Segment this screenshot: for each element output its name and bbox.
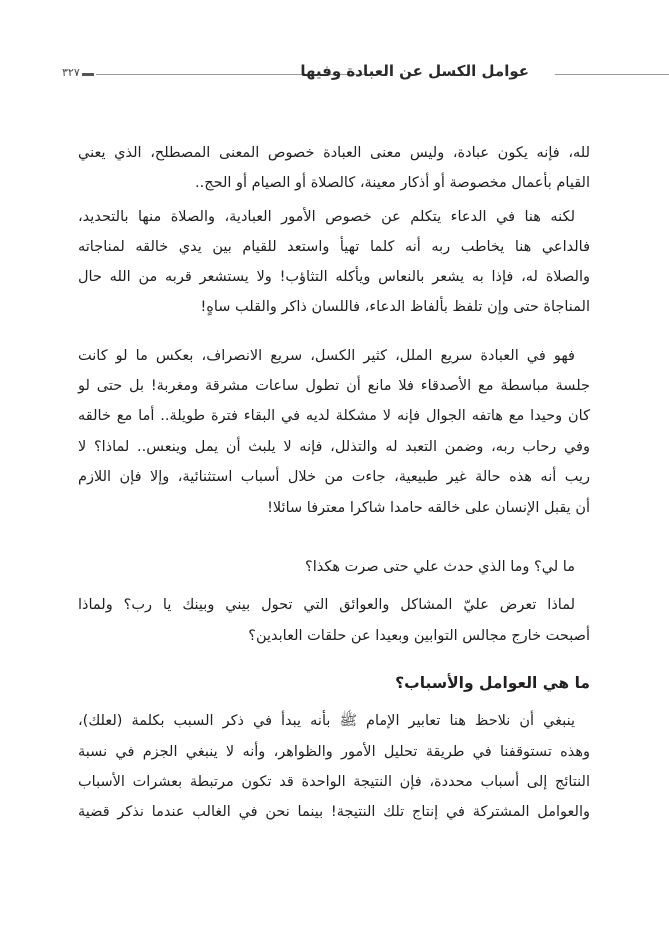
text-line: فالداعي هنا يخاطب ربه أنه كلما تهيأ واستعد للقيام بين يدي خالقه لمناجاته — [78, 239, 590, 255]
text-line: لماذا تعرض عليّ المشاكل والعوائق التي تحول بيني وبينك يا رب؟ ولماذا — [78, 597, 575, 613]
text-line: أن يقبل الإنسان على خالقه حامدا شاكرا معترفا سائلا! — [267, 500, 590, 516]
page-number-dash — [82, 73, 94, 76]
text-line: القيام بأعمال مخصوصة أو أذكار معينة، كالصلاة أو الصيام أو الحج.. — [195, 175, 590, 191]
text-line: فهو في العبادة سريع الملل، كثير الكسل، سريع الانصراف، بعكس ما لو كانت — [78, 348, 575, 364]
text-line: وهذه تستوقفنا في طريقة تحليل الأمور والظواهر، وأنه لا ينبغي الجزم في نسبة — [78, 744, 590, 760]
text-line: ينبغي أن نلاحظ هنا تعابير الإمام ﷺ بأنه يبدأ في ذكر السبب بكلمة (لعلك)، — [78, 713, 575, 729]
text-line: لله، فإنه يكون عبادة، وليس معنى العبادة خصوص المعنى المصطلح، الذي يعني — [78, 145, 590, 161]
running-header-title: عوامل الكسل عن العبادة وفيها — [300, 62, 529, 80]
section-heading: ما هي العوامل والأسباب؟ — [395, 674, 590, 692]
text-line: المناجاة حتى وإن تلفظ بألفاظ الدعاء، فاللسان ذاكر والقلب ساهٍ! — [200, 299, 590, 315]
text-line: ما لي؟ وما الذي حدث علي حتى صرت هكذا؟ — [305, 559, 575, 575]
text-line: لكنه هنا في الدعاء يتكلم عن خصوص الأمور العبادية، والصلاة منها بالتحديد، — [78, 209, 575, 225]
text-line: والعوامل المشتركة في إنتاج تلك النتيجة! بينما نحن في الغالب عندما نذكر قضية — [78, 804, 590, 820]
text-line: أصبحت خارج مجالس التوابين وبعيدا عن حلقات العابدين؟ — [248, 628, 590, 644]
text-line: كان وحيدا مع هاتفه الجوال فإنه لا مشكلة لديه في البقاء فترة طويلة.. أما مع خالقه — [78, 408, 590, 424]
header-rule-right — [555, 74, 669, 75]
text-line: والصلاة له، فإذا به يشعر بالنعاس ويأكله التثاؤب! ولا يستشعر قربه من الله حال — [78, 269, 590, 285]
text-line: ريب أنه هذه حالة غير طبيعية، جاءت من خلال أسباب استثنائية، وإلا فإن اللازم — [78, 469, 590, 485]
page-number: ٣٢٧ — [62, 66, 80, 79]
text-line: جلسة مباسطة مع الأصدقاء فلا مانع أن تطول ساعات مشرقة ومغربة! بل حتى لو — [78, 378, 590, 394]
text-line: وفي رحاب ربه، وضمن التعبد له والتذلل، فإنه لا يلبث أن يمل وينعس.. لماذا؟ لا — [78, 439, 590, 455]
text-line: النتائج إلى أسباب محددة، فإن النتيجة الواحدة قد تكون مرتبطة بعشرات الأسباب — [78, 774, 590, 790]
